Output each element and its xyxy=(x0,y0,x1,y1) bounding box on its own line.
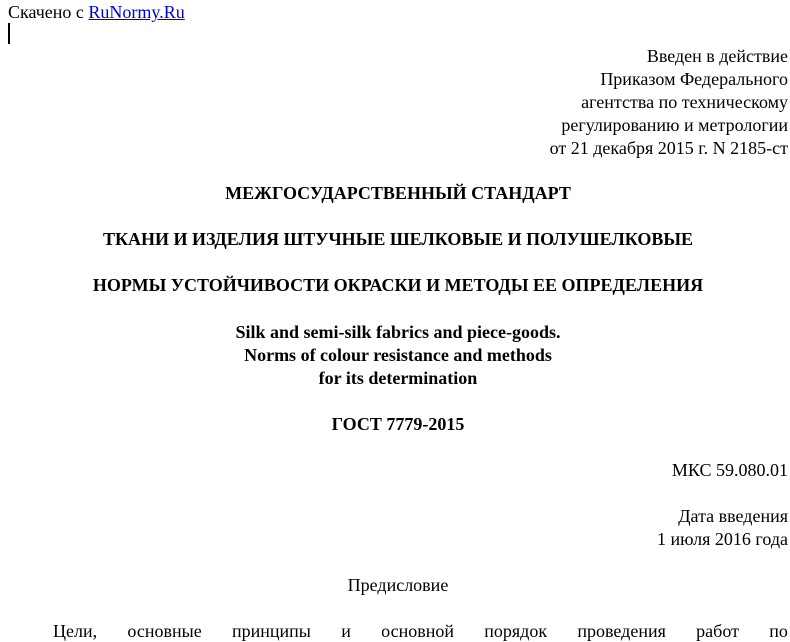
paragraph-word: по xyxy=(769,621,788,641)
introduction-date xyxy=(657,505,788,551)
enactment-block xyxy=(550,45,788,160)
paragraph-word: Цели, xyxy=(53,621,98,641)
standard-norms-heading: НОРМЫ УСТОЙЧИВОСТИ ОКРАСКИ И МЕТОДЫ ЕЕ ОПРЕДЕЛЕНИЯ xyxy=(92,275,704,295)
enactment-line: регулированию и метрологии xyxy=(561,115,788,135)
paragraph-word: проведения xyxy=(577,621,666,641)
enactment-line: от 21 декабря 2015 г. N 2185-ст xyxy=(549,138,788,158)
introduction-date-value: 1 июля 2016 года xyxy=(657,529,788,549)
english-title-line: Norms of colour resistance and methods xyxy=(244,345,552,365)
paragraph-word: основные xyxy=(127,621,202,641)
english-title xyxy=(0,321,790,390)
enactment-line: Введен в действие xyxy=(646,46,788,66)
paragraph-word: работ xyxy=(696,621,739,641)
paragraph-word: основной xyxy=(381,621,454,641)
standard-subject-heading: ТКАНИ И ИЗДЕЛИЯ ШТУЧНЫЕ ШЕЛКОВЫЕ И ПОЛУШЕЛКОВЫЕ xyxy=(102,229,694,249)
mks-code: МКС 59.080.01 xyxy=(671,460,788,480)
english-title-line: Silk and semi-silk fabrics and piece-goods. xyxy=(235,322,561,342)
enactment-line: Приказом Федерального xyxy=(600,69,788,89)
introduction-date-label: Дата введения xyxy=(678,506,788,526)
download-source-note xyxy=(8,2,185,22)
source-prefix: Скачено с xyxy=(8,2,89,22)
enactment-line: агентства по техническому xyxy=(581,92,788,112)
paragraph-word: принципы xyxy=(232,621,311,641)
paragraph-word: порядок xyxy=(484,621,548,641)
english-title-line: for its determination xyxy=(318,368,478,388)
paragraph-word: и xyxy=(341,621,351,641)
runormy-link[interactable]: RuNormy.Ru xyxy=(88,2,185,22)
preface-heading: Предисловие xyxy=(347,575,449,595)
text-cursor xyxy=(8,23,10,44)
standard-type-heading: МЕЖГОСУДАРСТВЕННЫЙ СТАНДАРТ xyxy=(225,183,571,203)
gost-number: ГОСТ 7779-2015 xyxy=(331,414,465,434)
preface-paragraph-line xyxy=(53,620,788,642)
